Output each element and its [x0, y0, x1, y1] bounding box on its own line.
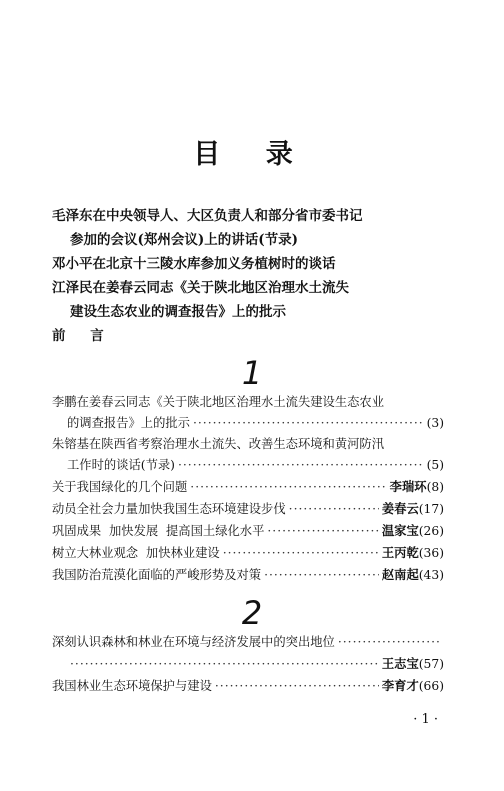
entry-page: (43): [418, 568, 444, 582]
entry-page: (66): [418, 679, 444, 693]
leader-dots: [264, 565, 379, 586]
entry-author: 姜春云: [381, 501, 419, 516]
front-matter: [52, 204, 472, 348]
entry-author: 李育才: [381, 678, 419, 693]
entry-author: 王志宝: [381, 656, 419, 671]
entry-title: 树立大林业观念 加快林业建设: [52, 546, 220, 560]
leader-dots: [289, 499, 379, 520]
entry-author: 李瑞环: [389, 479, 427, 494]
entry-author: 王丙乾: [381, 545, 419, 560]
leader-dots: [267, 521, 378, 542]
entry-page: (57): [418, 657, 444, 671]
entry-title: 关于我国绿化的几个问题: [52, 480, 188, 494]
toc-entry-line: [52, 413, 444, 434]
toc-entry: [52, 675, 444, 697]
front-matter-line: 毛泽东在中央领导人、大区负责人和部分省市委书记: [52, 208, 363, 224]
toc-entry: [52, 498, 444, 520]
page-title: 目 录: [193, 139, 311, 170]
entry-title: 的调查报告》上的批示: [67, 416, 190, 430]
entry-page: (5): [426, 458, 444, 472]
leader-dots: [338, 632, 441, 653]
toc-section-1: [52, 392, 444, 586]
leader-dots: [215, 676, 379, 697]
entry-title: 工作时的谈话(节录): [67, 458, 175, 472]
toc-entry-line: [52, 455, 444, 476]
toc-section-2: [52, 632, 444, 697]
toc-entry-line: [52, 653, 444, 675]
entry-page: (3): [426, 416, 444, 430]
toc-entry: [52, 542, 444, 564]
entry-author: 赵南起: [381, 567, 419, 582]
toc-entry: [52, 476, 444, 498]
front-matter-line: 江泽民在姜春云同志《关于陕北地区治理水土流失: [52, 280, 349, 296]
toc-entry-line: [52, 392, 444, 413]
leader-dots: [178, 455, 424, 476]
front-matter-line: 参加的会议(郑州会议)上的讲话(节录): [70, 232, 299, 248]
entry-page: (36): [418, 546, 444, 560]
leader-dots: [223, 543, 379, 564]
section-number: 2: [241, 594, 263, 632]
leader-dots: [70, 654, 379, 675]
entry-title: 李鹏在姜春云同志《关于陕北地区治理水土流失建设生态农业: [52, 395, 385, 409]
entry-title: 我国林业生态环境保护与建设: [52, 679, 212, 693]
entry-page: (17): [418, 502, 444, 516]
entry-title: 我国防治荒漠化面临的严峻形势及对策: [52, 568, 262, 582]
leader-dots: [190, 477, 386, 498]
toc-entry-line: [52, 434, 444, 455]
entry-title: 巩固成果 加快发展 提高国土绿化水平: [52, 524, 265, 538]
leader-dots: [193, 413, 424, 434]
entry-title: 朱镕基在陕西省考察治理水土流失、改善生态环境和黄河防汛: [52, 437, 385, 451]
entry-page: (8): [426, 480, 444, 494]
section-number: 1: [241, 354, 263, 392]
toc-entry: [52, 564, 444, 586]
entry-page: (26): [418, 524, 444, 538]
toc-entry-line: [52, 632, 444, 653]
entry-author: 温家宝: [381, 523, 419, 538]
front-matter-line: 邓小平在北京十三陵水库参加义务植树时的谈话: [52, 256, 336, 272]
page-number: · 1 ·: [413, 712, 438, 727]
front-matter-line: 建设生态农业的调查报告》上的批示: [70, 304, 286, 320]
toc-entry: [52, 520, 444, 542]
front-matter-line: 前 言: [52, 328, 114, 344]
entry-title: 动员全社会力量加快我国生态环境建设步伐: [52, 502, 286, 516]
entry-title: 深刻认识森林和林业在环境与经济发展中的突出地位: [52, 635, 335, 649]
